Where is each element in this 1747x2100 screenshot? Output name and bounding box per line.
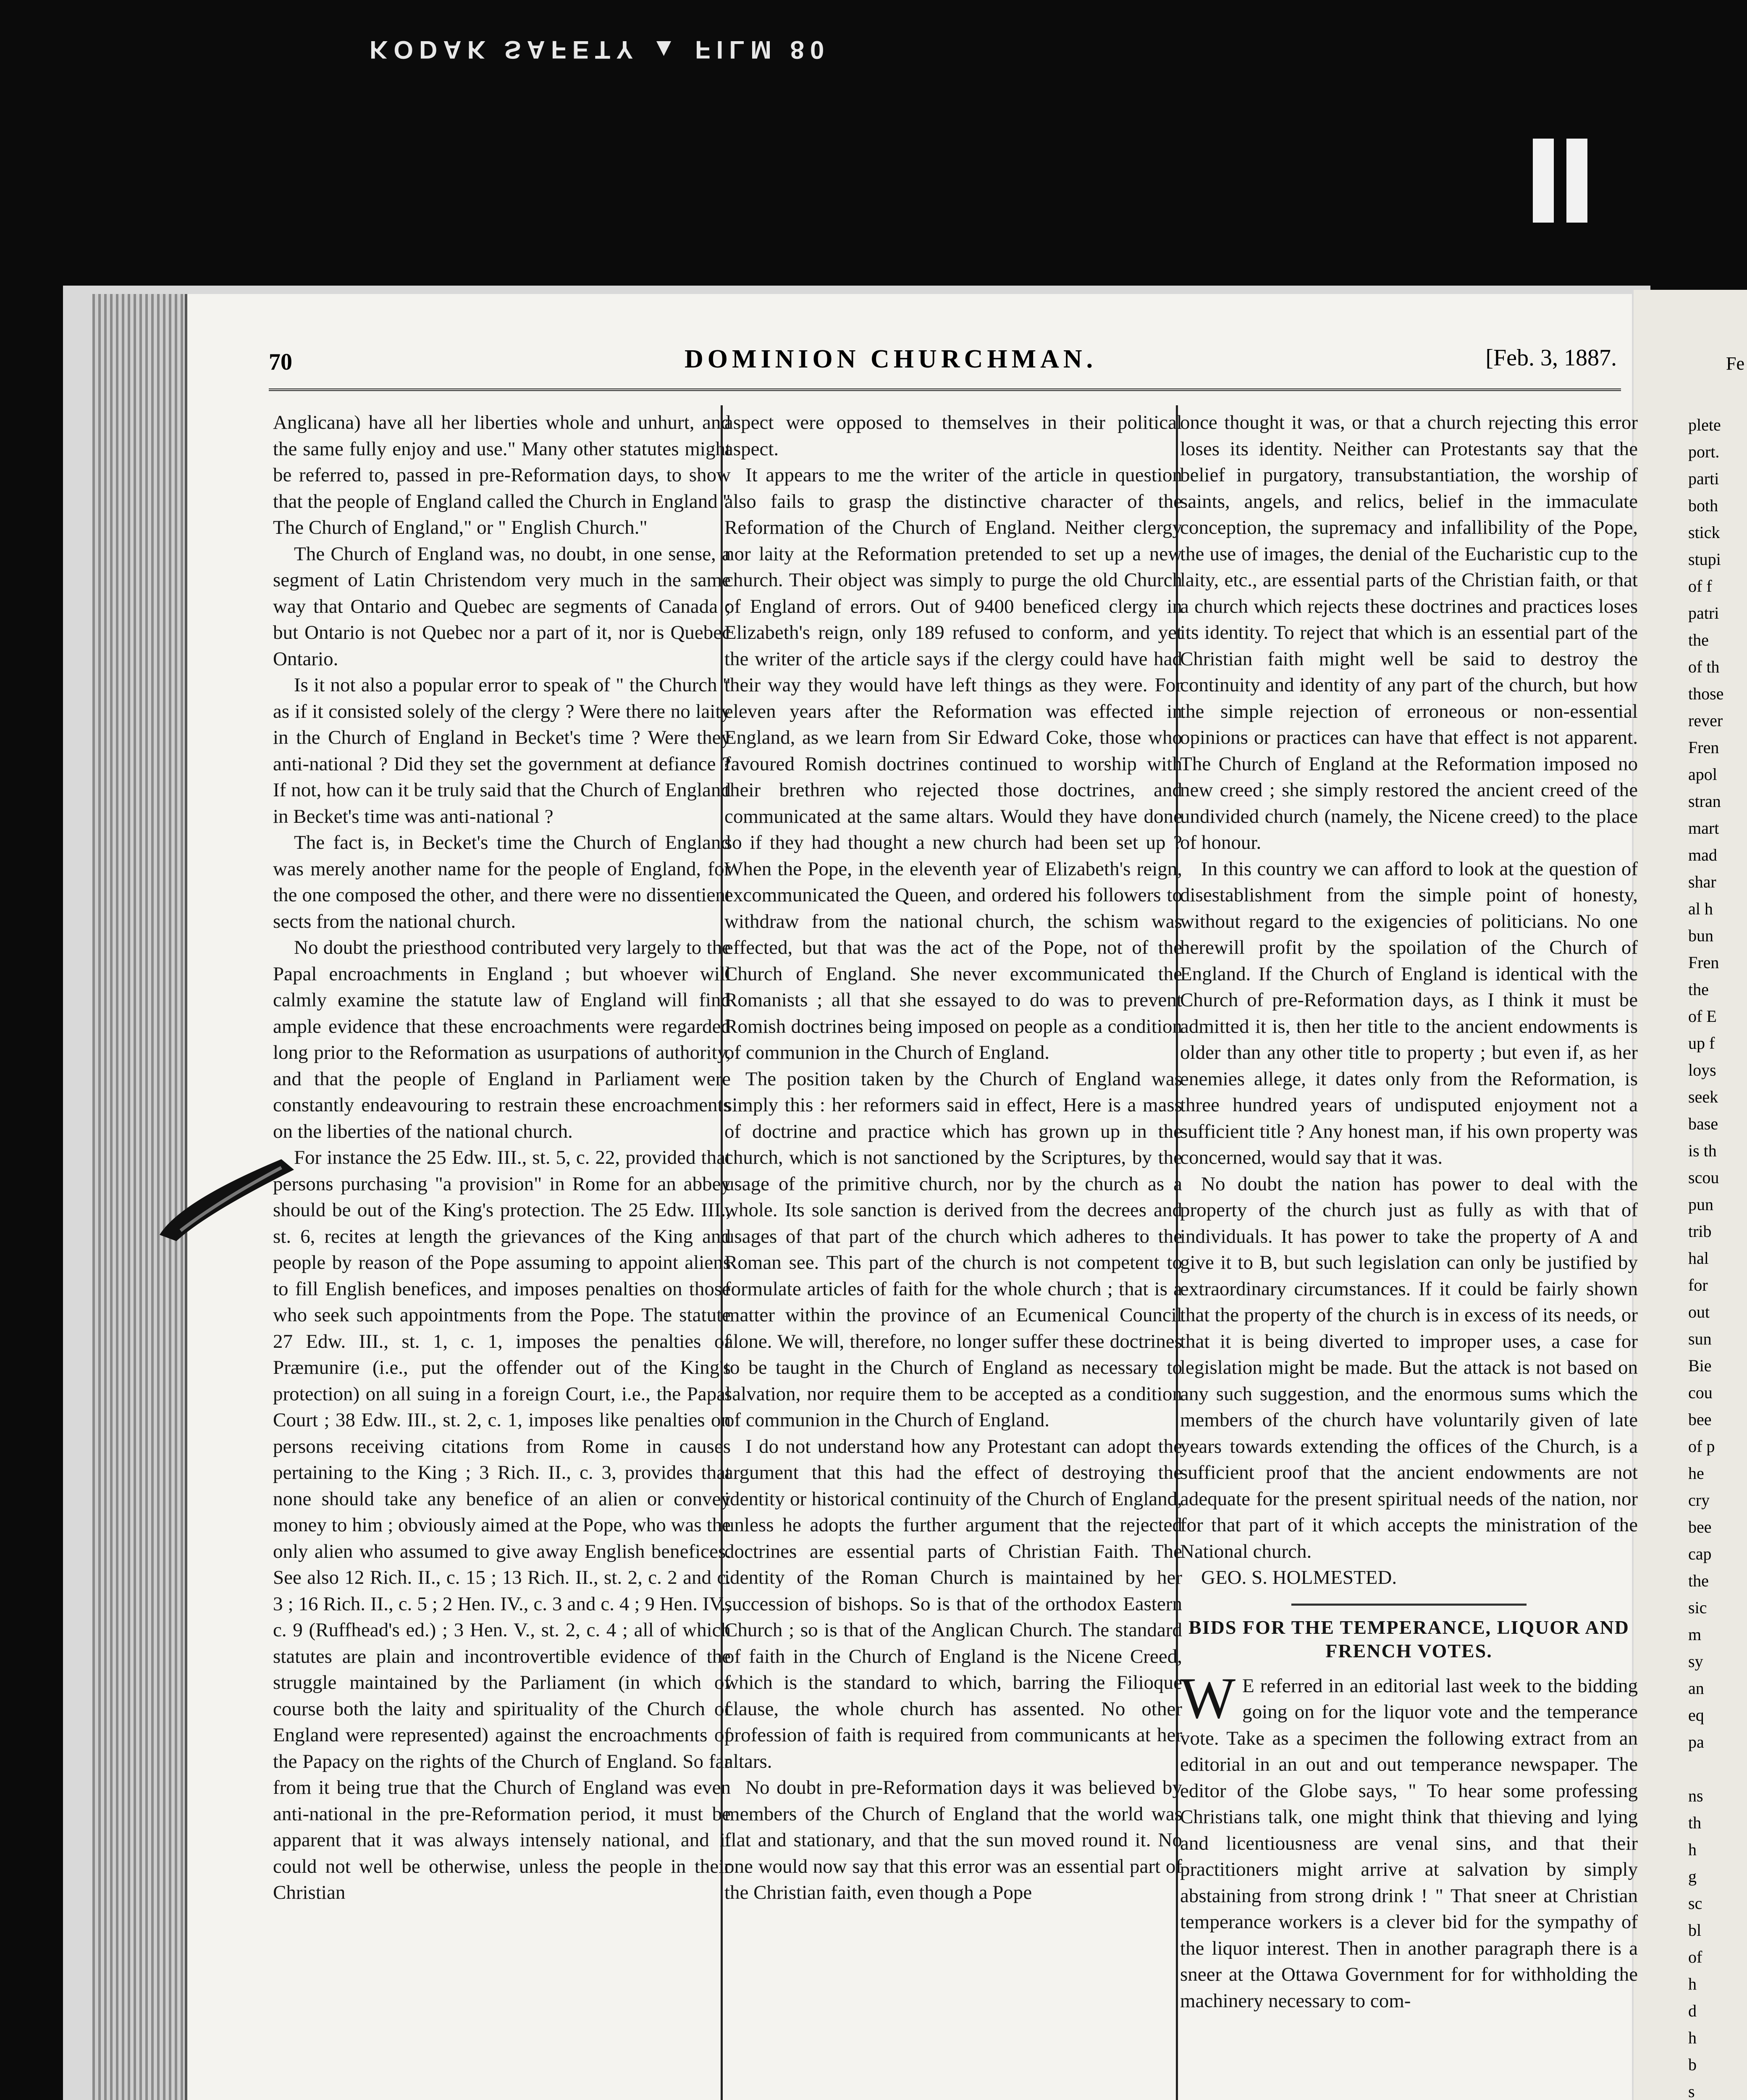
facing-page-fragment: the bbox=[1688, 630, 1709, 649]
facing-page-fragment: hal bbox=[1688, 1249, 1709, 1268]
article-heading: BIDS FOR THE TEMPERANCE, LIQUOR AND FRENCH VOTES. bbox=[1188, 1616, 1629, 1662]
pen-pointer-icon bbox=[155, 1151, 307, 1247]
facing-page-fragment: shar bbox=[1688, 872, 1716, 891]
facing-page-fragment: Fren bbox=[1688, 953, 1719, 972]
column-3 bbox=[1180, 410, 1638, 2014]
facing-page-fragment: m bbox=[1688, 1625, 1702, 1644]
facing-page-fragment: out bbox=[1688, 1302, 1710, 1321]
facing-page-fragment: stupi bbox=[1688, 550, 1721, 569]
facing-page-fragment: stran bbox=[1688, 792, 1721, 811]
article-paragraph bbox=[1180, 1665, 1638, 2014]
facing-page-fragment: port. bbox=[1688, 442, 1720, 461]
facing-page-fragment: ns bbox=[1688, 1786, 1703, 1805]
facing-page-fragment: trib bbox=[1688, 1222, 1712, 1241]
issue-date: [Feb. 3, 1887. bbox=[1485, 345, 1617, 371]
facing-page-fragment: cap bbox=[1688, 1544, 1712, 1563]
drop-cap: W bbox=[1180, 1665, 1236, 1731]
facing-page-fragment: he bbox=[1688, 1464, 1704, 1483]
facing-page-fragment: mad bbox=[1688, 845, 1717, 864]
facing-page-fragment: sun bbox=[1688, 1329, 1712, 1348]
facing-page-fragment: Bie bbox=[1688, 1356, 1712, 1375]
facing-page-fragment: rever bbox=[1688, 711, 1723, 730]
facing-page-fragment: pa bbox=[1688, 1732, 1704, 1751]
facing-page-fragment: sic bbox=[1688, 1598, 1707, 1617]
facing-page-fragment: g bbox=[1688, 1867, 1697, 1886]
author-signature: GEO. S. HOLMESTED. bbox=[1201, 1567, 1397, 1588]
facing-page-fragment: pun bbox=[1688, 1195, 1713, 1214]
facing-page-fragment: sc bbox=[1688, 1894, 1702, 1913]
film-edge-text: KODAK SAFETY ▲ FILM 80 bbox=[370, 36, 830, 64]
paragraph: Is it not also a popular error to speak of " the Church " as if it consisted solely of the clergy ? Were there no laity in the Church of England in Becket's time ? Were they anti-national ? Did they set the government at defiance ? If not, how can it be truly said that the Church of England in Becket's time was anti-national ? bbox=[273, 674, 731, 827]
paragraph: The fact is, in Becket's time the Church of England was merely another name for the people of England, for the one composed the other, and there were no dissentient sects from the national church. bbox=[273, 832, 731, 932]
facing-page-fragment: h bbox=[1688, 2028, 1697, 2047]
facing-page-fragment: bun bbox=[1688, 926, 1713, 945]
paragraph: No doubt the priesthood contributed very largely to the Papal encroachments in England ; but whoever will calmly examine the statute law of England will find ample evidence that these encroachments were regarded long prior to the Reformation as usurpations of authority, and that the people of England in Parliament were constantly endeavouring to restrain these encroachments on the liberties of the national church. bbox=[273, 937, 731, 1142]
paragraph: aspect were opposed to themselves in their political aspect. bbox=[724, 412, 1182, 460]
facing-page-fragment: d bbox=[1688, 2001, 1697, 2020]
facing-page-fragment: s bbox=[1688, 2082, 1695, 2100]
facing-page-fragment: apol bbox=[1688, 765, 1717, 784]
facing-page-fragment: for bbox=[1688, 1276, 1708, 1294]
facing-page-fragment: bee bbox=[1688, 1410, 1712, 1429]
newspaper-title: DOMINION CHURCHMAN. bbox=[685, 345, 1097, 373]
facing-page-fragment: h bbox=[1688, 1974, 1697, 1993]
section-rule bbox=[1291, 1604, 1527, 1606]
facing-page-fragment: mart bbox=[1688, 819, 1719, 837]
facing-page-fragment: h bbox=[1688, 1840, 1697, 1859]
facing-page-fragment: of bbox=[1688, 1948, 1702, 1966]
paragraph: The Church of England was, no doubt, in one sense, a segment of Latin Christendom very much in the same way that Ontario and Quebec are segments of Canada ; but Ontario is not Quebec nor a part of it, nor is Quebec Ontario. bbox=[273, 543, 731, 670]
facing-page-fragment: the bbox=[1688, 980, 1709, 999]
paragraph: In this country we can afford to look at the question of disestablishment from the simple point of honesty, without regard to the exigencies of politicians. No one herewill profit by the spoilation of the Church of England. If the Church of England is identical with the Church of pre-Reformation days, as I think it must be admitted it is, then her title to the ancient endowments is older than any other title to property ; but even if, as her enemies allege, it dates only from the Reformation, is three hundred years of undisputed enjoyment not a sufficient title ? Any honest man, if his own property was concerned, would say that it was. bbox=[1180, 858, 1638, 1168]
paragraph: For instance the 25 Edw. III., st. 5, c. 22, provided that persons purchasing "a provision" in Rome for an abbey should be out of the King's protection. The 25 Edw. III., st. 6, recites at length the grievances of the King and people by reason of the Pope assuming to appoint aliens to fill English benefices, and imposes penalties on those who seek such appointments from the Pope. The statute 27 Edw. III., st. 1, c. 1, imposes the penalties of Præmunire (i.e., put the offender out of the King's protection) on all suing in a foreign Court, i.e., the Papal Court ; 38 Edw. III., st. 2, c. 1, imposes like penalties on persons receiving citations from Rome in causes pertaining to the King ; 3 Rich. II., c. 3, provides that none should take any benefice of an alien or convey money to him ; obviously aimed at the Pope, who was the only alien who assumed to give away English benefices. See also 12 Rich. II., c. 15 ; 13 Rich. II., st. 2, c. 2 and c. 3 ; 16 Rich. II., c. 5 ; 2 Hen. IV., c. 3 and c. 4 ; 9 Hen. IV., c. 9 (Ruffhead's ed.) ; 3 Hen. V., st. 2, c. 4 ; all of which statutes are plain and incontrovertible evidence of the struggle maintained by the Parliament (in which of course both the laity and spirituality of the Church of England were represented) against the encroachments of the Papacy on the rights of the Church of England. So far from it being true that the Church of England was even anti-national in the pre-Reformation period, it must be apparent that it was always intensely national, and it could not well be otherwise, unless the people in their Christian bbox=[273, 1147, 731, 1903]
facing-page-fragment: of p bbox=[1688, 1437, 1715, 1456]
facing-page-fragment: cou bbox=[1688, 1383, 1713, 1402]
article-text: E referred in an editorial last week to the bidding going on for the liquor vote and the temperance vote. Take as a specimen the following extract from an editorial in an out and out temperance newspaper. The editor of the Globe says, " To hear some professing Christians talk, one might think that thieving and lying and licentiousness are venal sins, and that their practitioners might arrive at salvation by simply abstaining from strong drink ! " That sneer at Christian temperance workers is a clever bid for the sympathy of the liquor interest. Then in another paragraph there is a sneer at the Ottawa Government for for withholding the machinery necessary to com- bbox=[1180, 1675, 1638, 2012]
page-number: 70 bbox=[269, 349, 292, 375]
facing-page-fragment: stick bbox=[1688, 523, 1720, 542]
header-rule bbox=[269, 388, 1621, 391]
facing-page-fragment: seek bbox=[1688, 1087, 1718, 1106]
facing-page-fragment: those bbox=[1688, 684, 1724, 703]
facing-page-fragment: bee bbox=[1688, 1517, 1712, 1536]
facing-page-fragments bbox=[1688, 412, 1723, 2100]
paragraph: The position taken by the Church of England was simply this : her reformers said in effect, Here is a mass of doctrine and practice which has grown up in the church, which is not sanctioned by the Scriptures, by the usage of the primitive church, nor by the church as a whole. Its sole sanction is derived from the decrees and usages of that part of the church which adheres to the Roman see. This part of the church is not competent to formulate articles of faith for the whole church ; that is a matter within the province of an Ecumenical Council alone. We will, therefore, no longer suffer these doctrines to be taught in the Church of England as necessary to salvation, nor require them to be accepted as a condition of communion in the Church of England. bbox=[724, 1068, 1182, 1431]
column-2 bbox=[724, 410, 1182, 1906]
facing-page-fragment: is th bbox=[1688, 1141, 1717, 1160]
paragraph: once thought it was, or that a church rejecting this error loses its identity. Neither can Protestants say that the belief in purgatory, transubstantiation, the worship of saints, angels, and relics, belief in the immaculate conception, the supremacy and infallibility of the Pope, the use of images, the denial of the Eucharistic cup to the laity, etc., are essential parts of the Christian faith, or that a church which rejects these doctrines and practices loses its identity. To reject that which is an essential part of the Christian faith might well be said to destroy the continuity and identity of any part of the church, but how the simple rejection of erroneous or non-essential opinions or practices can have that effect is not apparent. The Church of England at the Reformation imposed no new creed ; she simply restored the ancient creed of the undivided church (namely, the Nicene creed) to the place of honour. bbox=[1180, 412, 1638, 853]
facing-page-fragment: the bbox=[1688, 1571, 1709, 1590]
paragraph: I do not understand how any Protestant can adopt the argument that this had the effect of destroying the identity or historical continuity of the Church of England, unless he adopts the further argument that the rejected doctrines are essential parts of Christian Faith. The identity of the Roman Church is maintained by her succession of bishops. So is that of the orthodox Eastern Church ; so is that of the Anglican Church. The standard of faith in the Church of England is the Nicene Creed, which is the standard to which, barring the Filioque clause, the whole church has assented. No other profession of faith is required from communicants at her altars. bbox=[724, 1435, 1182, 1772]
facing-page-fragment: scou bbox=[1688, 1168, 1719, 1187]
facing-page-fragment: Fren bbox=[1688, 738, 1719, 757]
facing-page-fragment: base bbox=[1688, 1114, 1718, 1133]
facing-page-fragment: patri bbox=[1688, 604, 1719, 622]
facing-page-fragment: bl bbox=[1688, 1921, 1702, 1940]
running-head bbox=[269, 336, 1634, 382]
facing-page-fragment: al h bbox=[1688, 899, 1713, 918]
facing-page-fragment: sy bbox=[1688, 1652, 1703, 1671]
column-1 bbox=[273, 410, 731, 1906]
facing-page-fragment: cry bbox=[1688, 1491, 1710, 1509]
facing-page-fragment: of f bbox=[1688, 577, 1712, 596]
facing-page-fragment: of th bbox=[1688, 657, 1720, 676]
facing-page-fragment: an bbox=[1688, 1679, 1704, 1698]
facing-page-fragment: th bbox=[1688, 1813, 1702, 1832]
facing-page-fragment: loys bbox=[1688, 1060, 1716, 1079]
facing-page-fragment: plete bbox=[1688, 415, 1721, 434]
facing-page bbox=[1634, 290, 1747, 2100]
facing-page-fragment: parti bbox=[1688, 469, 1719, 488]
facing-page-fragment: eq bbox=[1688, 1706, 1704, 1725]
facing-page-fragment: b bbox=[1688, 2055, 1697, 2074]
facing-page-fragment bbox=[1688, 1756, 1723, 1782]
facing-page-fragment: up f bbox=[1688, 1034, 1715, 1053]
paragraph: Anglicana) have all her liberties whole and unhurt, and the same fully enjoy and use." Many other statutes might be referred to, passed in pre-Reformation days, to show that the people of England called the Church in England " The Church of England," or " English Church." bbox=[273, 412, 731, 538]
facing-page-fragment: both bbox=[1688, 496, 1718, 515]
facing-page-fragment: of E bbox=[1688, 1007, 1717, 1026]
paragraph: No doubt in pre-Reformation days it was believed by members of the Church of England that the world was flat and stationary, and that the sun moved round it. No one would now say that this error was an essential part of the Christian faith, even though a Pope bbox=[724, 1777, 1182, 1903]
paragraph: It appears to me the writer of the article in question also fails to grasp the distinctive character of the Reformation of the Church of England. Neither clergy nor laity at the Reformation pretended to set up a new church. Their object was simply to purge the old Church of England of errors. Out of 9400 beneficed clergy in Elizabeth's reign, only 189 refused to conform, and yet the writer of the article says if the clergy could have had their way they would have left things as they were. For eleven years after the Reformation was effected in England, as we learn from Sir Edward Coke, those who favoured Romish doctrines continued to worship with their brethren who rejected those doctrines, and communicated at the same altars. Would they have done so if they had thought a new church had been set up ? When the Pope, in the eleventh year of Elizabeth's reign, excommunicated the Queen, and ordered his followers to withdraw from the national church, the schism was effected, but that was the act of the Pope, not of the Church of England. She never excommunicated the Romanists ; all that she essayed to do was to prevent Romish doctrines being imposed on people as a condition of communion in the Church of England. bbox=[724, 464, 1182, 1063]
paragraph: No doubt the nation has power to deal with the property of the church just as fully as with that of individuals. It has power to take the property of A and give it to B, but such legislation can only be justified by extraordinary circumstances. If it could be fairly shown that the property of the church is in excess of its needs, or that it is being diverted to improper uses, a case for legislation might be made. But the attack is not based on any such suggestion, and the enormous sums which the members of the church have voluntarily given of late years towards extending the offices of the Church, is a sufficient proof that the ancient endowments are not adequate for the present spiritual needs of the nation, nor for that part of it which accepts the ministration of the National church. bbox=[1180, 1173, 1638, 1562]
facing-page-header: Fe bbox=[1726, 353, 1744, 374]
